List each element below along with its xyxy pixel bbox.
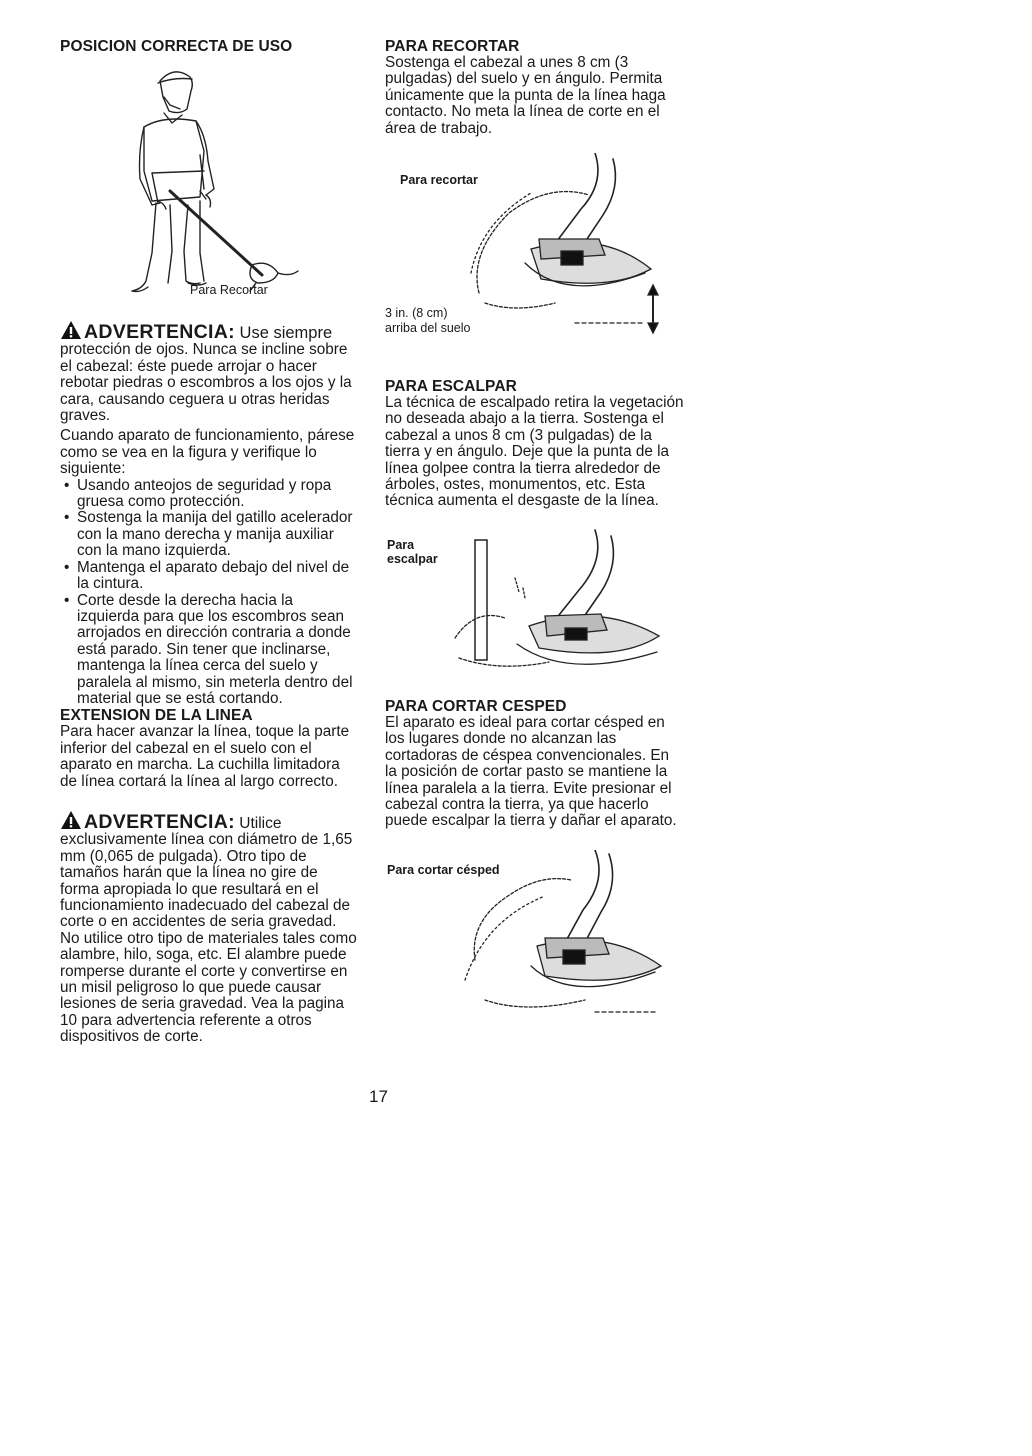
escalpar-figure [385,528,685,688]
warning-eye-protection [60,320,358,424]
recortar-measure: 3 in. (8 cm) [385,306,448,321]
recortar-body: Sostenga el cabezal a unes 8 cm (3 pulgadas) del suelo y en ángulo. Permita únicamente que la punta de la línea haga contacto. No meta la línea de corte en el área de trabajo. [385,54,666,137]
list-item: • Corte desde la derecha hacia la izquierda para que los escombros sean arrojados en dirección contraria a donde está parado. Sin tener que inclinarse, mantenga la línea cerca del suelo y paralela al mismo, sin meterla dentro del material que se está cortando. [60,593,358,708]
warning-title: ADVERTENCIA: [84,321,235,343]
intro-paragraph: Cuando aparato de funcionamiento, párese como se vea en la figura y verifique lo siguiente: [60,427,355,478]
right-column [385,38,685,1030]
escalpar-figure-label: Para [387,537,415,552]
recortar-measure-note: arriba del suelo [385,321,471,336]
operator-illustration [60,55,358,301]
escalpar-body: La técnica de escalpado retira la vegetación no deseada abajo a la tierra. Sostenga el cabezal a unos 8 cm (3 pulgadas) de la tierra y en ángulo. Deje que la punta de la línea golpee contra la tierra alrededor de árboles, ostes, monumentos, etc. Esta técnica aumenta el desgaste de la línea. [385,394,684,510]
cesped-figure-label: Para cortar césped [387,862,500,877]
escalpar-title: PARA ESCALPAR [385,378,517,396]
recortar-figure [385,153,685,353]
extension-title: EXTENSION DE LA LINEA [60,707,253,725]
warning-triangle-icon [60,810,82,830]
figure-caption: Para Recortar [190,283,268,297]
warning-body: línea con diámetro de 1,65 mm (0,065 de pulgada). Otro tipo de tamaños harán que la línea no gire de forma apropiada lo que resultará en el funcionamiento inadecuado del cabezal de corte o en accidentes de seria gravedad. No utilice otro tipo de materiales tales como alambre, hilo, soga, etc. El alambre puede romperse durante el corte y convertirse en un misil peligroso lo que puede causar lesiones de seria gravedad. Vea la pagina 10 para advertencia referente a otros dispositivos de corte. [60,831,357,1046]
escalpar-illustration [445,528,685,678]
list-item: • Sostenga la manija del gatillo acelerador con la mano derecha y manija auxiliar con la mano izquierda. [60,510,358,559]
recortar-illustration [445,153,685,343]
warning-lead: Utilice exclusivamente [60,814,282,849]
operator-figure [60,55,358,301]
list-item: • Mantenga el aparato debajo del nivel de la cintura. [60,560,358,593]
escalpar-figure-label-2: escalpar [387,551,438,566]
posicion-title: POSICION CORRECTA DE USO [60,38,293,55]
cesped-figure [385,850,685,1030]
list-item: • Usando anteojos de seguridad y ropa gruesa como protección. [60,478,358,511]
recortar-figure-label: Para recortar [400,173,478,188]
checklist [60,478,358,708]
warning-title: ADVERTENCIA: [84,810,235,833]
left-column [60,38,358,1046]
cesped-title: PARA CORTAR CESPED [385,697,567,715]
warning-line-diameter [60,810,358,1046]
recortar-title: PARA RECORTAR [385,38,520,55]
page-number: 17 [369,1087,388,1106]
warning-triangle-icon [60,320,82,340]
extension-body: Para hacer avanzar la línea, toque la parte inferior del cabezal en el suelo con el aparato en marcha. La cuchilla limitadora de línea cortará la línea al largo correcto. [60,723,350,790]
cesped-illustration [445,850,685,1025]
warning-lead: Use siempre [234,324,333,342]
warning-body: protección de ojos. Nunca se incline sobre el cabezal: éste puede arrojar o hacer rebotar piedras o escombros a los ojos y la cara, causando ceguera u otras heridas graves. [60,341,352,425]
cesped-body: El aparato es ideal para cortar césped en los lugares donde no alcanzan las cortadoras de céspea convencionales. En la posición de cortar pasto se mantiene la línea paralela a la tierra. Evite presionar el cabezal contra la tierra, ya que hacerlo puede escalpar la tierra y dañar el aparato. [385,713,677,830]
